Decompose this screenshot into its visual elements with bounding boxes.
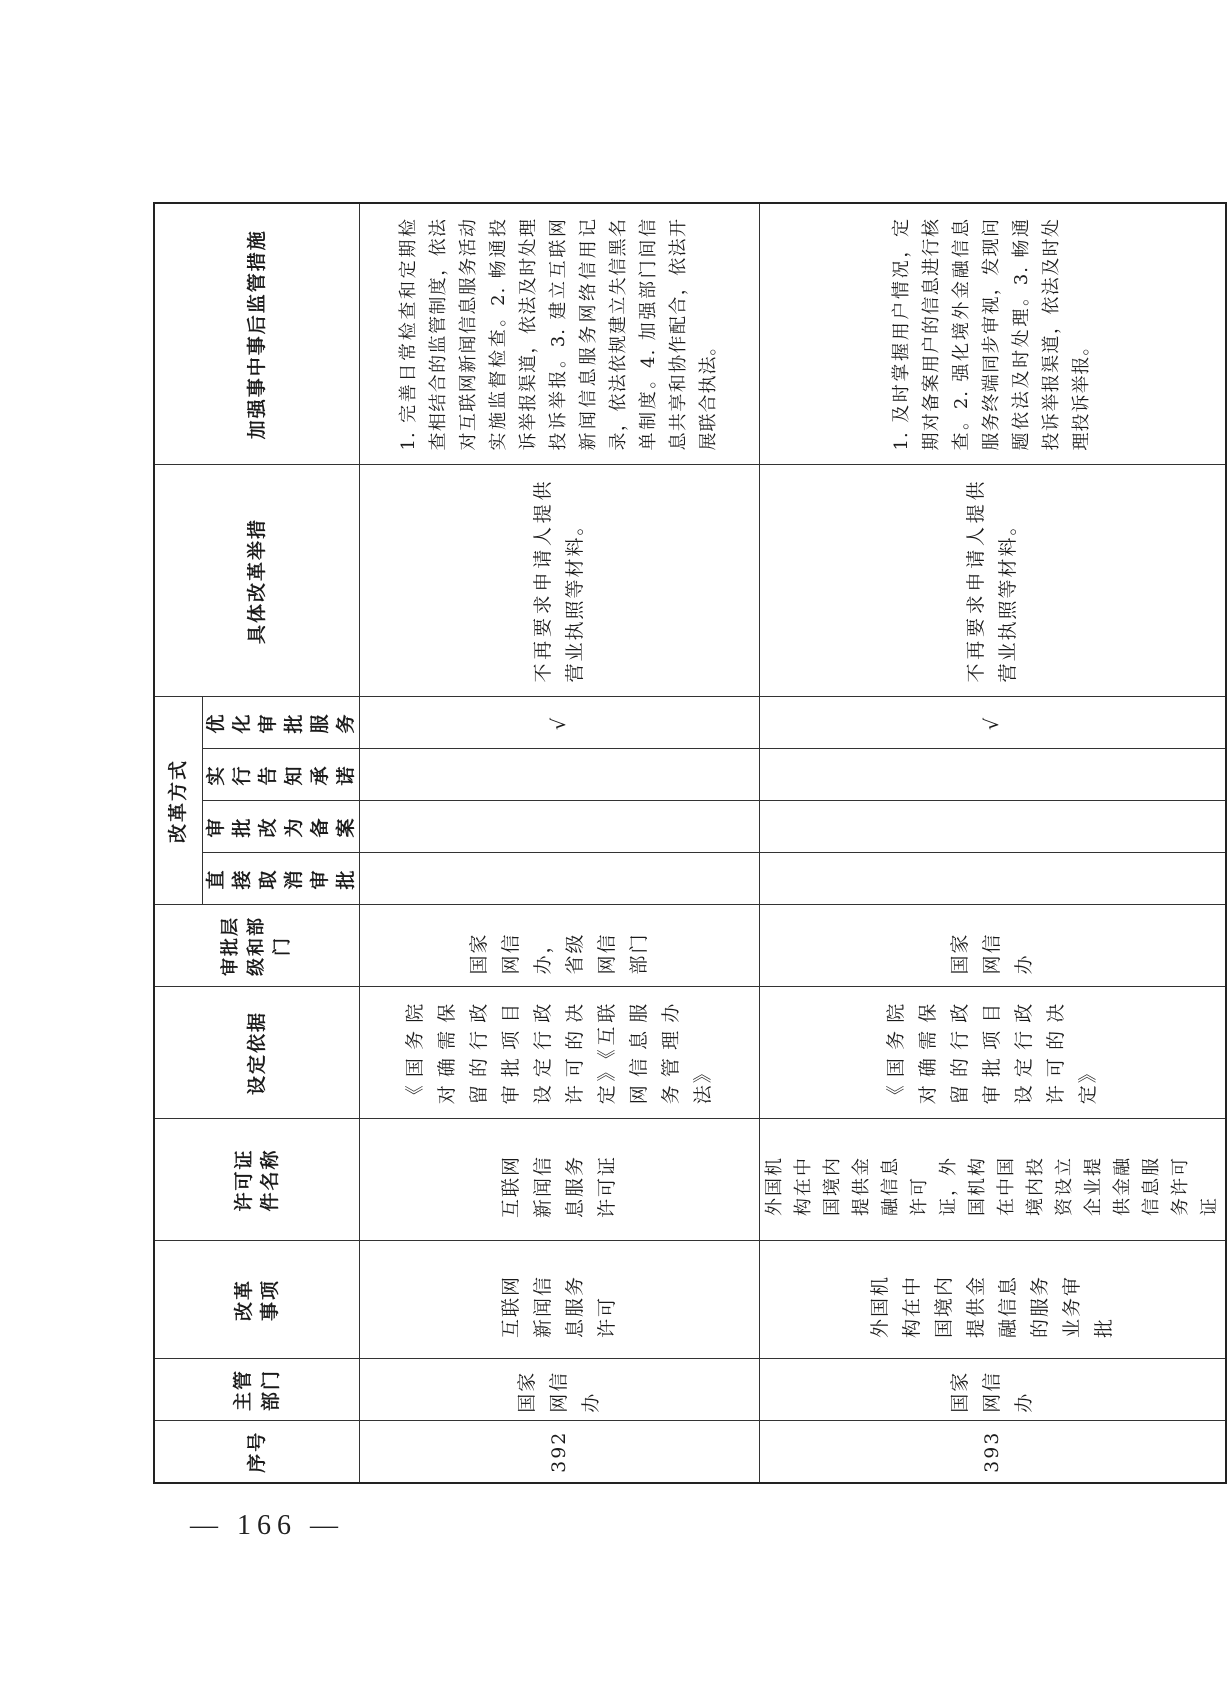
table-row <box>759 203 1226 1483</box>
table-row <box>359 203 759 1483</box>
header-method-cancel-text: 直接取消审批 <box>204 868 357 890</box>
row-393-supervision-text: 1. 及时掌握用户情况，定期对备案用户的信息进行核查。2. 强化境外金融信息服务终端同步审视，发现问题依法及时处理。3. 畅通投诉举报渠道，依法及时处理投诉举报。 <box>891 217 1092 451</box>
row-393-measures <box>759 465 1226 697</box>
row-393-basis-text: 《国务院对确需保留的行政审批项目设定行政许可的决定》 <box>885 1001 1099 1105</box>
row-392-license-text: 互联网新闻信息服务许可证 <box>500 1154 618 1218</box>
header-method-optimize <box>202 697 359 749</box>
row-393-item <box>759 1241 1226 1359</box>
row-393-level <box>759 905 1226 987</box>
row-392-level <box>359 905 759 987</box>
row-393-level-text: 国家网信办 <box>949 932 1035 975</box>
header-method-file-text: 审批改为备案 <box>204 816 357 838</box>
row-393-measures-text: 不再要求申请人提供营业执照等材料。 <box>965 479 1019 683</box>
header-seq: 序号 <box>154 1421 359 1483</box>
row-393-cancel <box>759 853 1226 905</box>
row-392-item <box>359 1241 759 1359</box>
header-method-group: 改革方式 <box>154 697 202 905</box>
row-393-promise <box>759 749 1226 801</box>
header-level <box>154 905 359 987</box>
row-392-basis-text: 《国务院对确需保留的行政审批项目设定行政许可的决定》《互联网信息服务管理办法》 <box>404 1001 714 1105</box>
row-392-basis <box>359 987 759 1119</box>
header-method-promise <box>202 749 359 801</box>
row-392-cancel <box>359 853 759 905</box>
header-supervision: 加强事中事后监管措施 <box>154 203 359 465</box>
row-392-level-text: 国家网信办，省级网信部门 <box>468 932 650 975</box>
header-dept <box>154 1359 359 1421</box>
row-392-dept <box>359 1359 759 1421</box>
row-392-measures-text: 不再要求申请人提供营业执照等材料。 <box>532 479 586 683</box>
row-393-dept-text: 国家网信办 <box>949 1370 1035 1413</box>
header-basis: 设定依据 <box>154 987 359 1119</box>
header-item-text: 改革事项 <box>232 1279 281 1322</box>
header-license <box>154 1119 359 1241</box>
header-measures: 具体改革举措 <box>154 465 359 697</box>
row-392-license <box>359 1119 759 1241</box>
row-393-basis <box>759 987 1226 1119</box>
header-method-cancel <box>202 853 359 905</box>
rotated-table-wrapper <box>153 206 1220 1484</box>
header-method-optimize-text: 优化审批服务 <box>204 712 357 734</box>
row-392-supervision <box>359 203 759 465</box>
row-392-seq: 392 <box>359 1421 759 1483</box>
row-393-optimize: √ <box>759 697 1226 749</box>
header-dept-text: 主管部门 <box>231 1369 282 1412</box>
row-392-promise <box>359 749 759 801</box>
row-392-measures <box>359 465 759 697</box>
header-method-promise-text: 实行告知承诺 <box>204 764 357 786</box>
row-393-license-text: 外国机构在中国境内提供金融信息许可证，外国机构在中国境内投资设立企业提供金融信息服务许可证 <box>763 1156 1220 1216</box>
row-393-file <box>759 801 1226 853</box>
row-392-dept-text: 国家网信办 <box>516 1370 602 1413</box>
row-392-file <box>359 801 759 853</box>
header-level-text: 审批层级和部门 <box>219 916 293 976</box>
reform-table <box>153 202 1227 1484</box>
header-license-text: 许可证件名称 <box>232 1148 281 1212</box>
row-393-seq: 393 <box>759 1421 1226 1483</box>
row-393-dept <box>759 1359 1226 1421</box>
row-392-supervision-text: 1. 完善日常检查和定期检查相结合的监管制度，依法对互联网新闻信息服务活动实施监督检查。2. 畅通投诉举报渠道，依法及时处理投诉举报。3. 建立互联网新闻信息服务网络信用记录，依法依规建立失信黑名单制度。4. 加强部门间信息共享和协作配合，依法开展联合执法。 <box>398 217 719 451</box>
row-392-optimize: √ <box>359 697 759 749</box>
row-392-item-text: 互联网新闻信息服务许可 <box>500 1274 618 1338</box>
header-method-file <box>202 801 359 853</box>
row-393-supervision <box>759 203 1226 465</box>
page-number: — 166 — <box>190 1510 344 1541</box>
row-393-item-text: 外国机构在中国境内提供金融信息的服务业务审批 <box>869 1274 1115 1338</box>
row-393-license <box>759 1119 1226 1241</box>
header-item <box>154 1241 359 1359</box>
